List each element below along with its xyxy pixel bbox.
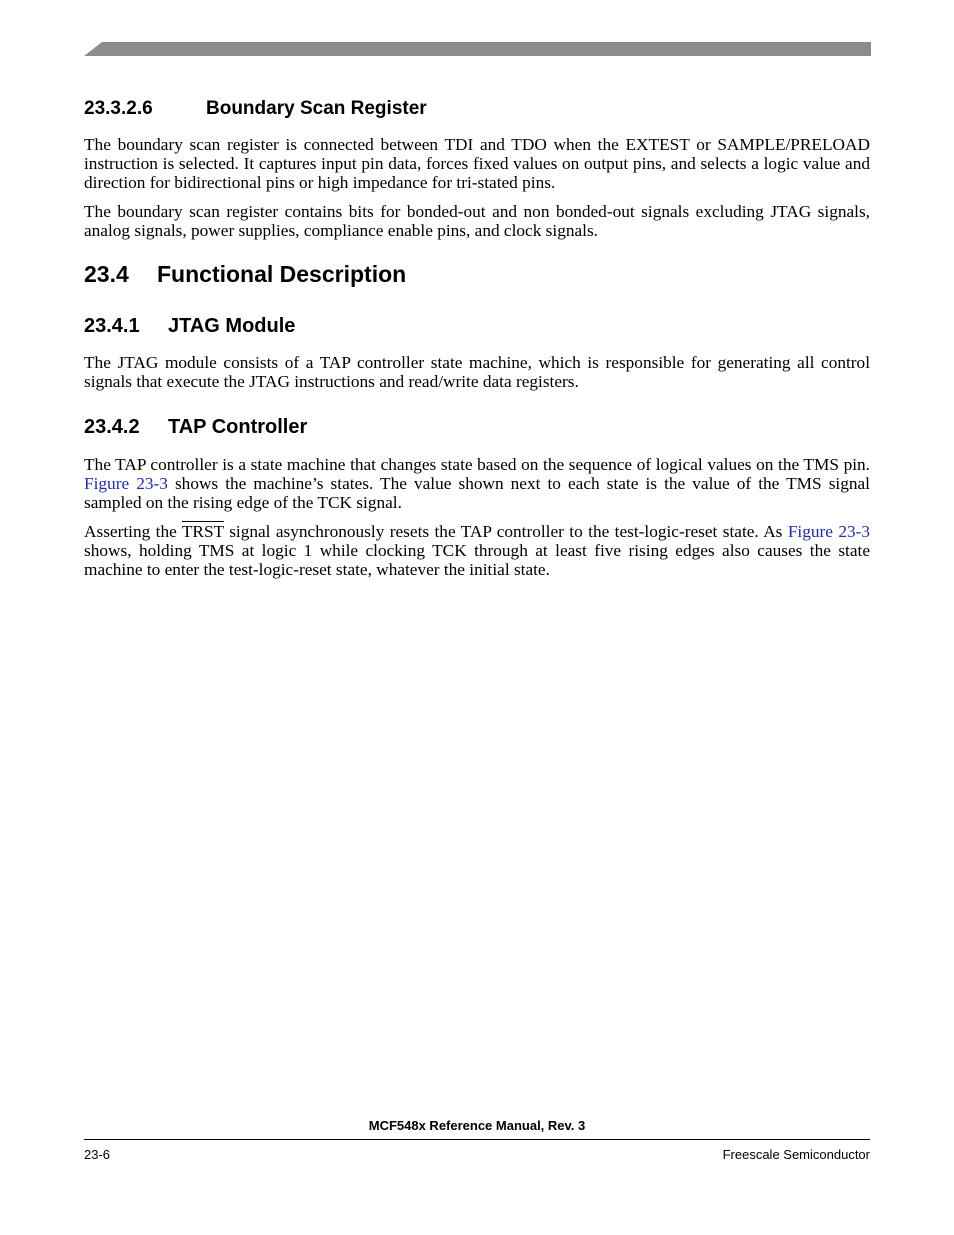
paragraph-jtag-module: The JTAG module consists of a TAP controller state machine, which is responsible for generating all control signals that execute the JTAG instructions and read/write data registers.	[84, 353, 870, 391]
figure-23-3-link[interactable]: Figure 23-3	[84, 474, 168, 493]
footer-manual-title: MCF548x Reference Manual, Rev. 3	[368, 1118, 586, 1133]
section-heading-jtag-module	[84, 315, 870, 338]
paragraph-tap-controller	[84, 455, 870, 512]
footer-page-number: 23-6	[84, 1147, 111, 1162]
text-run: Asserting the	[84, 522, 182, 541]
text-run: signal asynchronously resets the TAP controller to the test-logic-reset state. As	[223, 522, 788, 541]
text-run: shows the machine’s states. The value shown next to each state is the value of the TMS signal sampled on the rising edge of the TCK signal.	[84, 474, 870, 512]
text-run: The TAP controller is a state machine that changes state based on the sequence of logical values on the TMS pin.	[84, 455, 870, 474]
section-number: 23.4.1	[84, 315, 140, 337]
footer-company: Freescale Semiconductor	[722, 1147, 870, 1162]
section-heading-boundary-scan-register	[84, 98, 870, 120]
text-run: shows, holding TMS at logic 1 while clocking TCK through at least five rising edges also causes the state machine to enter the test-logic-reset state, whatever the initial state.	[84, 541, 870, 579]
section-title: JTAG Module	[168, 315, 296, 337]
header-bar-shape	[84, 42, 871, 56]
paragraph-trst-reset	[84, 522, 870, 579]
section-number: 23.4.2	[84, 416, 140, 438]
section-title: Functional Description	[157, 261, 407, 287]
paragraph-boundary-scan-intro: The boundary scan register is connected between TDI and TDO when the EXTEST or SAMPLE/PRELOAD instruction is selected. It captures input pin data, forces fixed values on output pins, and selects a logic value and direction for bidirectional pins or high impedance for tri-stated pins.	[84, 135, 870, 192]
section-title: TAP Controller	[168, 416, 308, 438]
paragraph-boundary-scan-bits: The boundary scan register contains bits for bonded-out and non bonded-out signals excluding JTAG signals, analog signals, power supplies, compliance enable pins, and clock signals.	[84, 202, 870, 240]
section-number: 23.4	[84, 261, 129, 287]
figure-23-3-link[interactable]: Figure 23-3	[787, 522, 871, 541]
section-heading-tap-controller	[84, 416, 870, 439]
section-title: Boundary Scan Register	[206, 98, 427, 119]
section-heading-functional-description	[84, 261, 870, 288]
section-number: 23.3.2.6	[84, 98, 153, 119]
footer-rule	[84, 1139, 870, 1140]
trst-signal: TRST	[181, 522, 224, 541]
header-bar	[84, 42, 871, 56]
